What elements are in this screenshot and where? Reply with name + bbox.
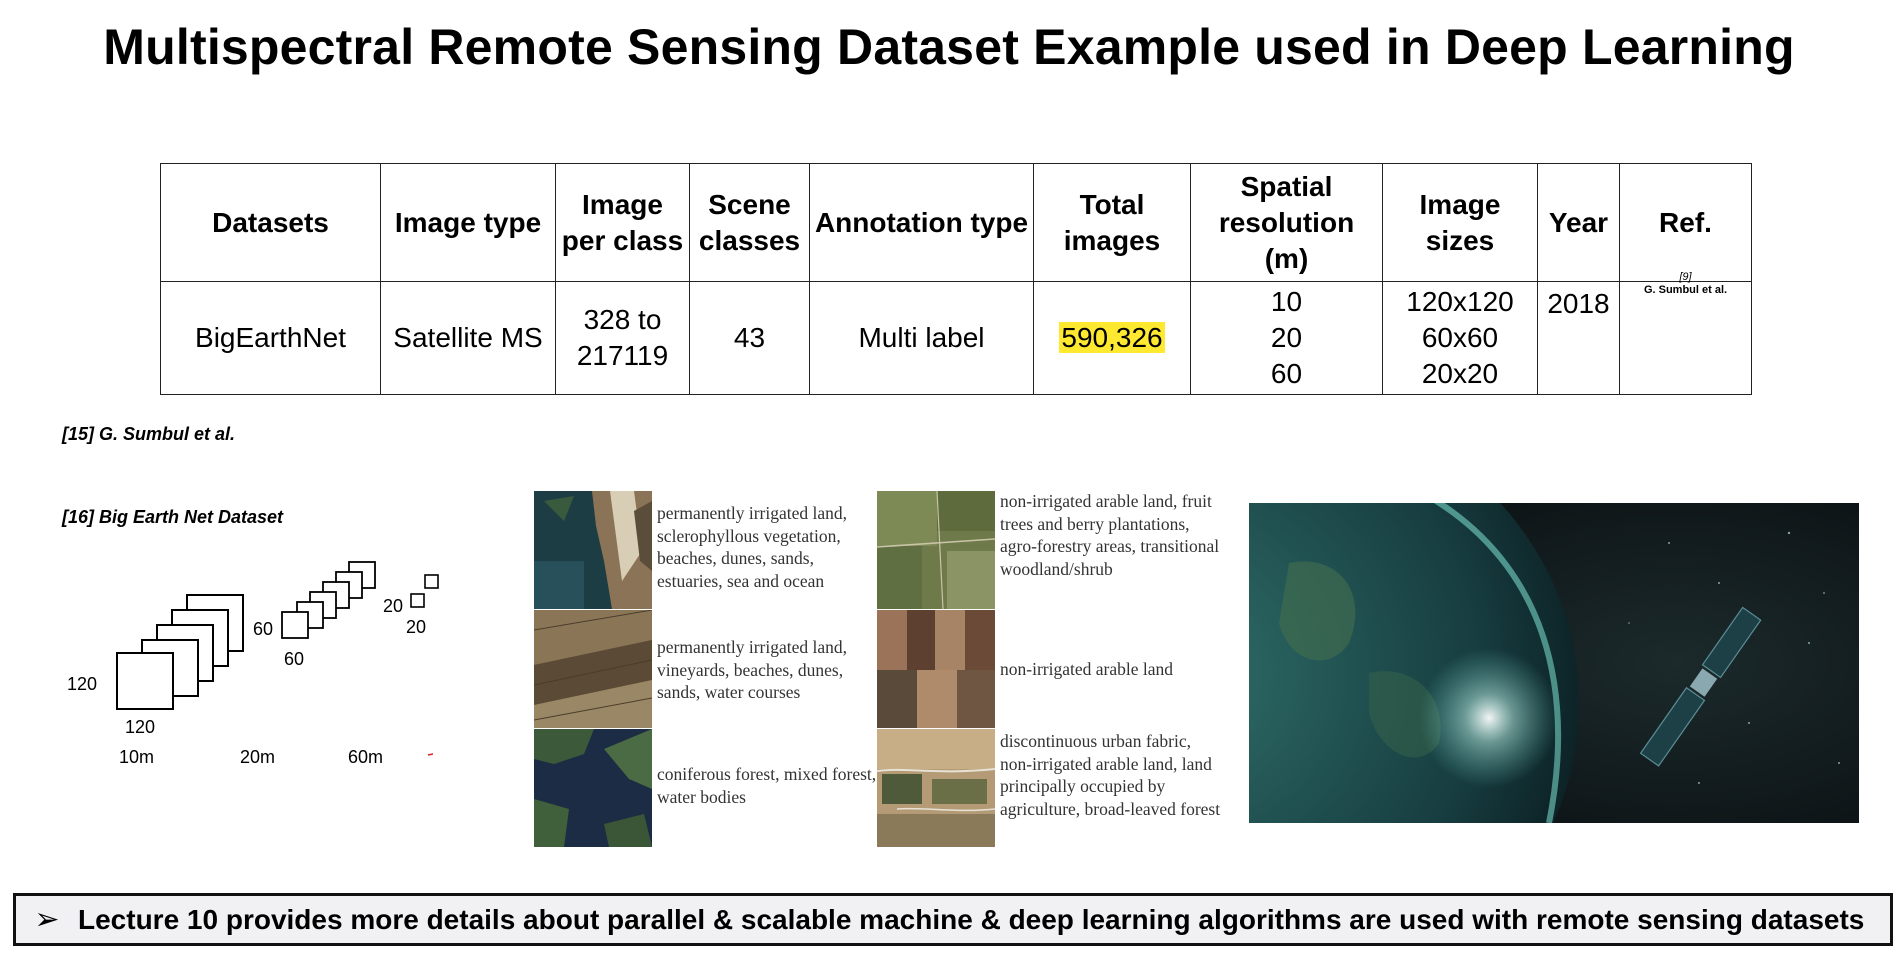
cell-year: 2018: [1538, 282, 1620, 395]
image-size-value: 20x20: [1421, 358, 1499, 389]
header-datasets: Datasets: [161, 164, 381, 282]
cell-image-sizes: [1383, 282, 1538, 395]
band-square: [411, 594, 424, 607]
cell-image-type: Satellite MS: [381, 282, 556, 395]
label-10m-height: 120: [67, 674, 98, 694]
forest-lake-icon: [534, 729, 652, 847]
sample-caption: permanently irrigated land, vineyards, beaches, dunes, sands, water courses: [657, 637, 847, 702]
header-spatial-resolution: Spatial resolution (m): [1191, 164, 1383, 282]
cell-scene-classes: 43: [690, 282, 810, 395]
band-square: [425, 575, 438, 588]
banner-text: Lecture 10 provides more details about parallel & scalable machine & deep learning algorithms are used with remote sensing datasets: [78, 903, 1865, 935]
sample-patches-grid: [532, 490, 1222, 845]
reference-16: [16] Big Earth Net Dataset: [62, 507, 284, 527]
cell-spatial-resolution: [1191, 282, 1383, 395]
label-10m-width: 120: [125, 717, 156, 737]
label-20m: 20m: [240, 747, 276, 767]
ref-number: [9]: [1679, 271, 1692, 283]
label-20m-height: 60: [253, 619, 274, 639]
band-resolution-diagram: [50, 545, 450, 775]
header-scene-classes: Scene classes: [690, 164, 810, 282]
satellite-earth-image: [1249, 503, 1859, 823]
total-images-highlight: 590,326: [1061, 322, 1163, 353]
header-annotation-type: Annotation type: [810, 164, 1034, 282]
label-10m: 10m: [119, 747, 155, 767]
table-header-row: [161, 164, 1752, 282]
label-60m-width: 20: [406, 617, 427, 637]
cell-ref: [1620, 271, 1752, 395]
ref-author: G. Sumbul et al.: [1643, 284, 1728, 296]
resolution-value: 60: [1270, 358, 1303, 389]
vineyard-icon: [534, 610, 652, 728]
farmland-icon: [877, 491, 995, 609]
cell-image-per-class: 328 to 217119: [556, 282, 690, 395]
stack-10m: [117, 595, 243, 709]
red-tick-mark: [428, 754, 433, 755]
cell-total-images: [1034, 282, 1191, 395]
fields-icon: [877, 610, 995, 728]
image-size-value: 120x120: [1406, 286, 1514, 317]
band-square: [282, 612, 308, 638]
image-size-value: 60x60: [1421, 322, 1499, 353]
header-image-sizes: Image sizes: [1383, 164, 1538, 282]
resolution-value: 20: [1270, 322, 1303, 353]
header-year: Year: [1538, 164, 1620, 282]
table-row: [161, 282, 1752, 395]
header-ref: Ref.: [1620, 164, 1752, 282]
header-total-images: Total images: [1034, 164, 1191, 282]
urban-icon: [877, 729, 995, 847]
stack-60m: [411, 575, 438, 607]
sample-caption: coniferous forest, mixed forest, water bodies: [657, 764, 877, 807]
label-20m-width: 60: [284, 649, 305, 669]
sample-caption: discontinuous urban fabric, non-irrigated arable land, land principally occupied by agriculture, broad-leaved forest: [1000, 731, 1221, 819]
band-square: [117, 653, 173, 709]
sample-caption: non-irrigated arable land: [1000, 659, 1173, 679]
label-60m-height: 20: [383, 596, 404, 616]
resolution-value: 10: [1270, 286, 1303, 317]
dataset-table: [160, 163, 1752, 395]
cell-dataset: BigEarthNet: [161, 282, 381, 395]
header-image-type: Image type: [381, 164, 556, 282]
header-image-per-class: Image per class: [556, 164, 690, 282]
stack-20m: [282, 562, 375, 638]
arrow-bullet-icon: ➢: [34, 902, 60, 936]
label-60m: 60m: [348, 747, 384, 767]
reference-15: [15] G. Sumbul et al.: [62, 424, 236, 444]
coastal-icon: [534, 491, 652, 609]
lecture-banner: [13, 893, 1893, 946]
slide-title: Multispectral Remote Sensing Dataset Example used in Deep Learning: [103, 19, 1795, 75]
cell-annotation-type: Multi label: [810, 282, 1034, 395]
sample-caption: permanently irrigated land, sclerophyllous vegetation, beaches, dunes, sands, estuaries, sea and ocean: [657, 503, 847, 591]
sample-caption: non-irrigated arable land, fruit trees and berry plantations, agro-forestry areas, transitional woodland/shrub: [1000, 491, 1220, 579]
